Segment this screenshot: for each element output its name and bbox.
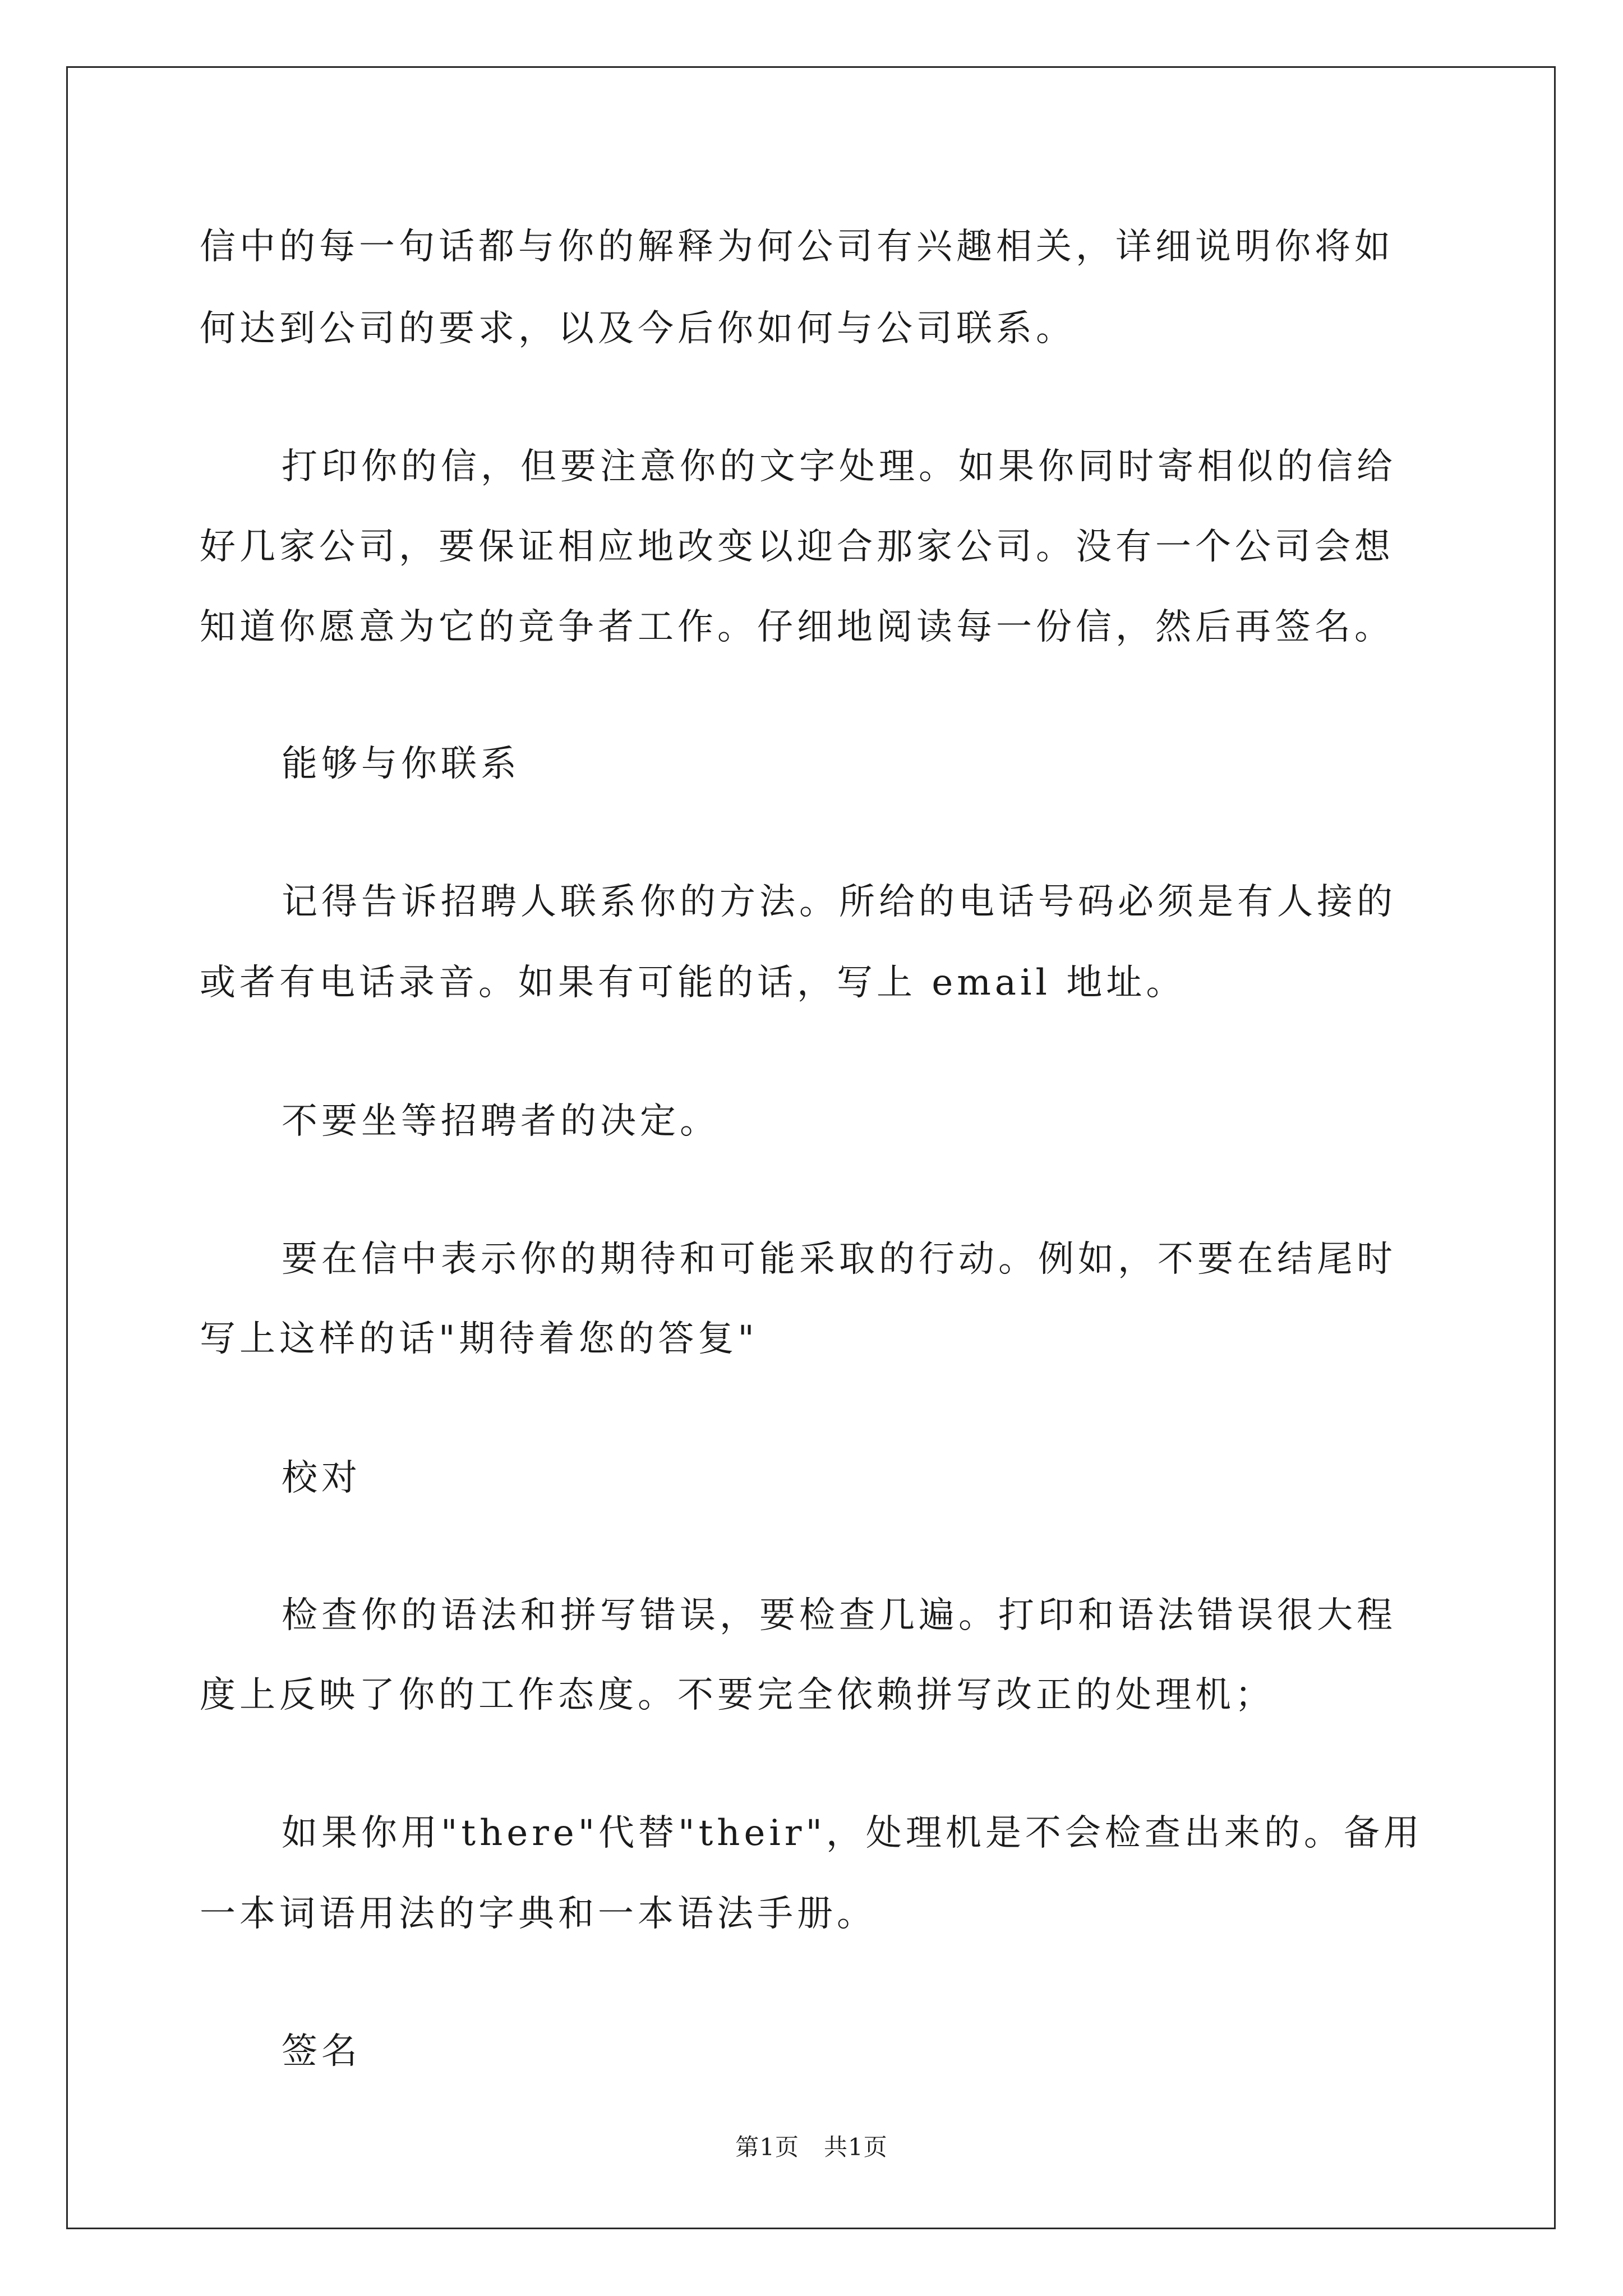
- paragraph-line: 要在信中表示你的期待和可能采取的行动。例如，不要在结尾时: [282, 1239, 1396, 1280]
- section-heading: 能够与你联系: [282, 743, 520, 785]
- paragraph-line: 记得告诉招聘人联系你的方法。所给的电话号码必须是有人接的: [282, 881, 1396, 923]
- section-heading: 校对: [282, 1457, 361, 1499]
- section-heading: 签名: [282, 2031, 361, 2072]
- page-footer: [0, 2129, 1623, 2162]
- page-total: 共1页: [824, 2133, 888, 2161]
- paragraph-line: 检查你的语法和拼写错误，要检查几遍。打印和语法错误很大程: [282, 1595, 1396, 1636]
- paragraph-line: 写上这样的话"期待着您的答复": [200, 1318, 758, 1360]
- paragraph-line: 好几家公司，要保证相应地改变以迎合那家公司。没有一个公司会想: [200, 526, 1394, 568]
- page-number: 第1页: [735, 2133, 799, 2161]
- paragraph-line: 知道你愿意为它的竞争者工作。仔细地阅读每一份信，然后再签名。: [200, 606, 1394, 648]
- paragraph-line: 或者有电话录音。如果有可能的话，写上 email 地址。: [200, 962, 1186, 1004]
- paragraph-line: 打印你的信，但要注意你的文字处理。如果你同时寄相似的信给: [282, 446, 1396, 487]
- paragraph-line: 何达到公司的要求，以及今后你如何与公司联系。: [200, 308, 1076, 349]
- paragraph-line: 一本词语用法的字典和一本语法手册。: [200, 1893, 877, 1935]
- paragraph-line: 度上反映了你的工作态度。不要完全依赖拼写改正的处理机；: [200, 1674, 1275, 1716]
- paragraph-line: 信中的每一句话都与你的解释为何公司有兴趣相关，详细说明你将如: [200, 226, 1394, 268]
- paragraph-line: 如果你用"there"代替"their"，处理机是不会检查出来的。备用: [282, 1812, 1423, 1854]
- section-heading: 不要坐等招聘者的决定。: [282, 1101, 720, 1142]
